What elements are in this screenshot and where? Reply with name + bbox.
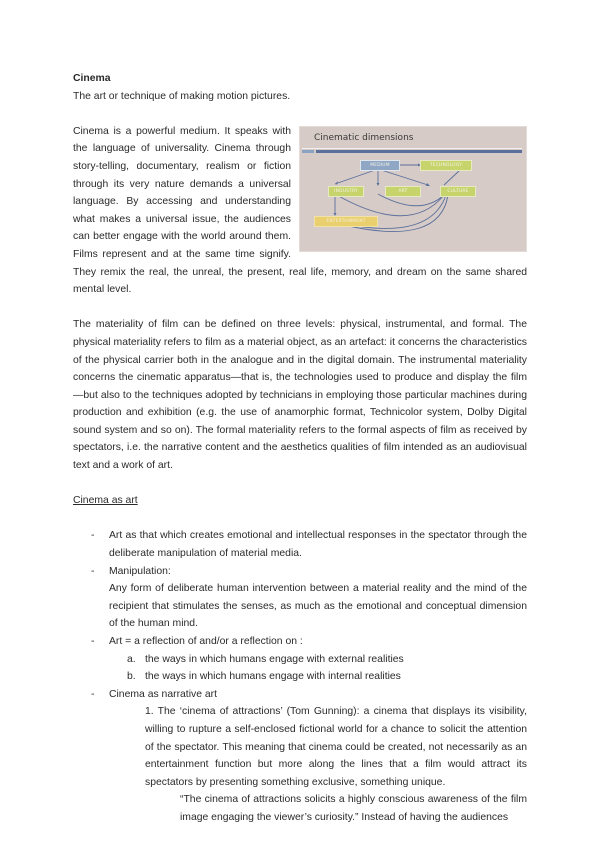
document-title: Cinema [73,73,111,84]
spacer [73,510,527,528]
document-page [73,70,527,827]
spacer [73,299,527,317]
bullet-dash: - [91,636,95,647]
bullet-dash: - [91,565,95,577]
sub-list-marker: b. [127,671,136,683]
sub-list-marker: a. [127,653,136,665]
section-heading: Cinema as art [73,495,138,507]
cinematic-dimensions-diagram [299,126,527,252]
list-item [73,686,527,704]
list-item [73,633,527,651]
list-item [73,563,527,581]
node-culture: CULTURE [440,186,476,197]
sub-list-text: the ways in which humans engage with external realities [145,653,404,665]
bullet-dash: - [91,688,95,700]
spacer [73,475,527,493]
spacer [73,105,527,123]
node-technology: TECHNOLOGY [420,160,472,171]
sub-list-item [73,668,527,686]
document-subtitle: The art or technique of making motion pictures. [73,90,291,102]
sub-list-item [73,651,527,669]
intro-section [73,123,527,299]
node-medium: MEDIUM [360,160,400,171]
node-industry: INDUSTRY [328,186,364,197]
bullet-dash: - [91,530,95,542]
list-item-continuation: Any form of deliberate human intervention between a material reality and the mind of the recipient that stimulates the senses, as much as the emotional and conceptual dimension of the human mind. [109,583,527,630]
bullet-list [73,527,527,826]
list-item [73,527,527,562]
list-item-text: Art as that which creates emotional and intellectual responses in the spectator through the deliberate manipulation of material media. [109,530,527,560]
list-item-text: Cinema as narrative art [109,688,217,700]
sub-list-text: the ways in which humans engage with internal realities [145,671,401,683]
node-entertainment: ENTERTAINMENT [314,216,378,227]
node-art: ART [385,186,421,197]
numbered-paragraph: 1. The ‘cinema of attractions’ (Tom Gunning): a cinema that displays its visibility, willing to rupture a self-enclosed fictional world for a chance to solicit the attention of the spectator. This meaning that cinema could be created, not necessarily as an entertainment function but more along the lines that a film would attract its spectators by presenting something exclusive, something unique. [145,706,527,788]
list-item-text: Art = a reflection of and/or a reflection on : [109,636,303,647]
list-item-text: Manipulation: [109,565,171,577]
diagram-title: Cinematic dimensions [314,132,414,143]
intro-paragraph: Cinema is a powerful medium. It speaks with the language of universality. Cinema through story-telling, documentary, realism or fiction through its very nature demands a universal language. By accessing and understanding what makes a universal issue, the audiences can better engage with the world around them. Films represent and at the same time signify. They remix the real, the unreal, the present, real life, memory, and dream on the same shared mental level. [73,125,527,296]
quote-paragraph: “The cinema of attractions solicits a highly conscious awareness of the film image engaging the viewer’s curiosity.” Instead of having the audiences [180,794,527,823]
materiality-paragraph: The materiality of film can be defined on three levels: physical, instrumental, and formal. The physical materiality refers to film as a material object, as an artefact: it concerns the characteristics of the physical carrier both in the analogue and in the digital domain. The instrumental materiality concerns the cinematic apparatus—that is, the technologies used to produce and display the film—but also to the techniques adopted by technicians in employing those particular machines during production and exhibition (e.g. the use of anamorphic format, Technicolor system, Dolby Digital sound system and so on). The formal materiality refers to the formal aspects of film as received by spectators, i.e. the narrative content and the aesthetics qualities of film intended as an audiovisual text and a work of art. [73,319,527,472]
